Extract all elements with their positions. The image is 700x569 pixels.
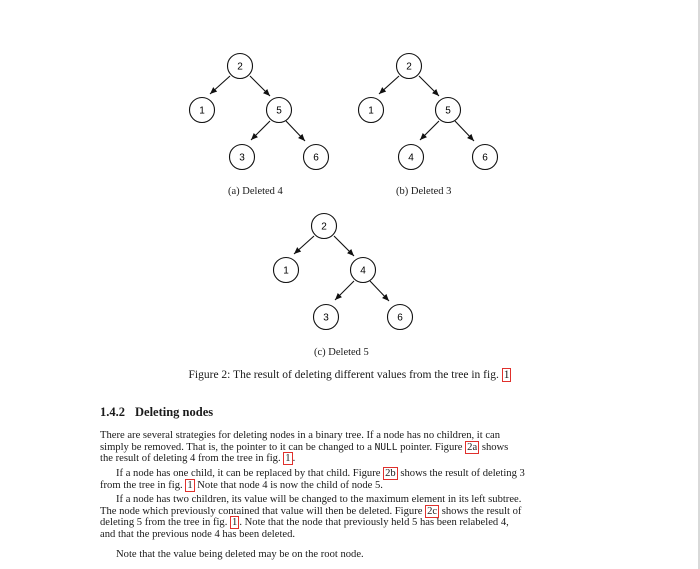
svg-text:1: 1 bbox=[199, 105, 205, 117]
text-line: deleting 5 from the tree in fig. 1 . Note that the node that previously held 5 has been relabeled 4, bbox=[100, 517, 509, 529]
tree-node-root bbox=[397, 54, 422, 79]
subfigure-caption-b: (b) Deleted 3 bbox=[396, 186, 452, 197]
tree-node-left bbox=[190, 98, 215, 123]
text-line: The node which previously contained that value will then be deleted. Figure 2c shows the result of bbox=[100, 505, 522, 517]
tree-node-right-right bbox=[473, 145, 498, 170]
tree-node-left bbox=[359, 98, 384, 123]
tree-node-right-right bbox=[304, 145, 329, 170]
code-null: NULL bbox=[374, 441, 398, 453]
svg-text:2: 2 bbox=[406, 61, 412, 73]
tree-node-root bbox=[228, 54, 253, 79]
edge-right-left bbox=[420, 121, 439, 140]
figure-caption bbox=[0, 369, 700, 381]
svg-text:6: 6 bbox=[313, 152, 319, 164]
paragraph-3 bbox=[100, 494, 595, 540]
figure-ref-1[interactable]: 1 bbox=[232, 517, 238, 529]
edge-root-right bbox=[334, 236, 354, 256]
text-line: the result of deleting 4 from the tree in fig. 1 . bbox=[100, 453, 296, 465]
figure-ref-1[interactable]: 1 bbox=[285, 453, 291, 465]
tree-node-root bbox=[312, 214, 337, 239]
tree-node-left bbox=[274, 258, 299, 283]
text-line: Note that the value being deleted may be on the root node. bbox=[116, 549, 364, 560]
figure-caption-text: Figure 2: The result of deleting different values from the tree in fig. bbox=[188, 369, 499, 381]
subfigure-caption-c: (c) Deleted 5 bbox=[314, 347, 369, 358]
figure-ref-2a[interactable]: 2a bbox=[467, 441, 478, 453]
figure-ref-2b[interactable]: 2b bbox=[385, 468, 396, 479]
svg-text:4: 4 bbox=[360, 265, 366, 277]
section-number: 1.4.2 bbox=[100, 405, 125, 419]
svg-text:1: 1 bbox=[368, 105, 374, 117]
edge-root-left bbox=[294, 236, 314, 254]
tree-node-right-left bbox=[314, 305, 339, 330]
subfigure-caption-a: (a) Deleted 4 bbox=[228, 186, 283, 197]
svg-text:6: 6 bbox=[397, 312, 403, 324]
section-title: Deleting nodes bbox=[135, 405, 214, 419]
text-line: There are several strategies for deleting nodes in a binary tree. If a node has no children, it can bbox=[100, 430, 501, 441]
tree-node-right bbox=[267, 98, 292, 123]
edge-root-left bbox=[379, 76, 399, 94]
edge-right-left bbox=[251, 121, 270, 140]
svg-text:5: 5 bbox=[445, 105, 451, 117]
tree-node-right bbox=[351, 258, 376, 283]
tree-figure-c bbox=[264, 208, 424, 338]
text-line: from the tree in fig. 1 Note that node 4 is now the child of node 5. bbox=[100, 479, 383, 491]
edge-right-right bbox=[370, 281, 389, 301]
text-line: If a node has one child, it can be replaced by that child. Figure 2b shows the result of deleting 3 bbox=[116, 468, 525, 479]
tree-node-right-left bbox=[399, 145, 424, 170]
paragraph-4 bbox=[100, 549, 595, 561]
svg-text:2: 2 bbox=[321, 221, 327, 233]
text-line: If a node has two children, its value will be changed to the maximum element in its left subtree. bbox=[116, 494, 522, 505]
svg-text:6: 6 bbox=[482, 152, 488, 164]
svg-text:5: 5 bbox=[276, 105, 282, 117]
svg-text:4: 4 bbox=[408, 152, 414, 164]
paragraph-1 bbox=[100, 430, 595, 465]
text-line: simply be removed. That is, the pointer to it can be changed to a NULL pointer. Figure 2a shows bbox=[100, 441, 509, 453]
edge-root-left bbox=[210, 76, 230, 94]
paragraph-2 bbox=[100, 468, 595, 491]
tree-node-right bbox=[436, 98, 461, 123]
tree-node-right-left bbox=[230, 145, 255, 170]
section-heading bbox=[100, 405, 213, 420]
svg-text:2: 2 bbox=[237, 61, 243, 73]
edge-root-right bbox=[250, 76, 270, 96]
text-line: and that the previous node 4 has been deleted. bbox=[100, 528, 296, 540]
figure-ref-1[interactable]: 1 bbox=[187, 479, 193, 491]
edge-right-right bbox=[455, 121, 474, 141]
tree-figure-a bbox=[180, 48, 340, 178]
edge-root-right bbox=[419, 76, 439, 96]
edge-right-left bbox=[335, 281, 354, 300]
svg-text:3: 3 bbox=[323, 312, 329, 324]
figure-ref-2c[interactable]: 2c bbox=[427, 505, 438, 517]
svg-text:3: 3 bbox=[239, 152, 245, 164]
figure-ref-link[interactable]: 1 bbox=[503, 369, 510, 381]
tree-figure-b bbox=[349, 48, 509, 178]
edge-right-right bbox=[286, 121, 305, 141]
svg-text:1: 1 bbox=[283, 265, 289, 277]
tree-node-right-right bbox=[388, 305, 413, 330]
